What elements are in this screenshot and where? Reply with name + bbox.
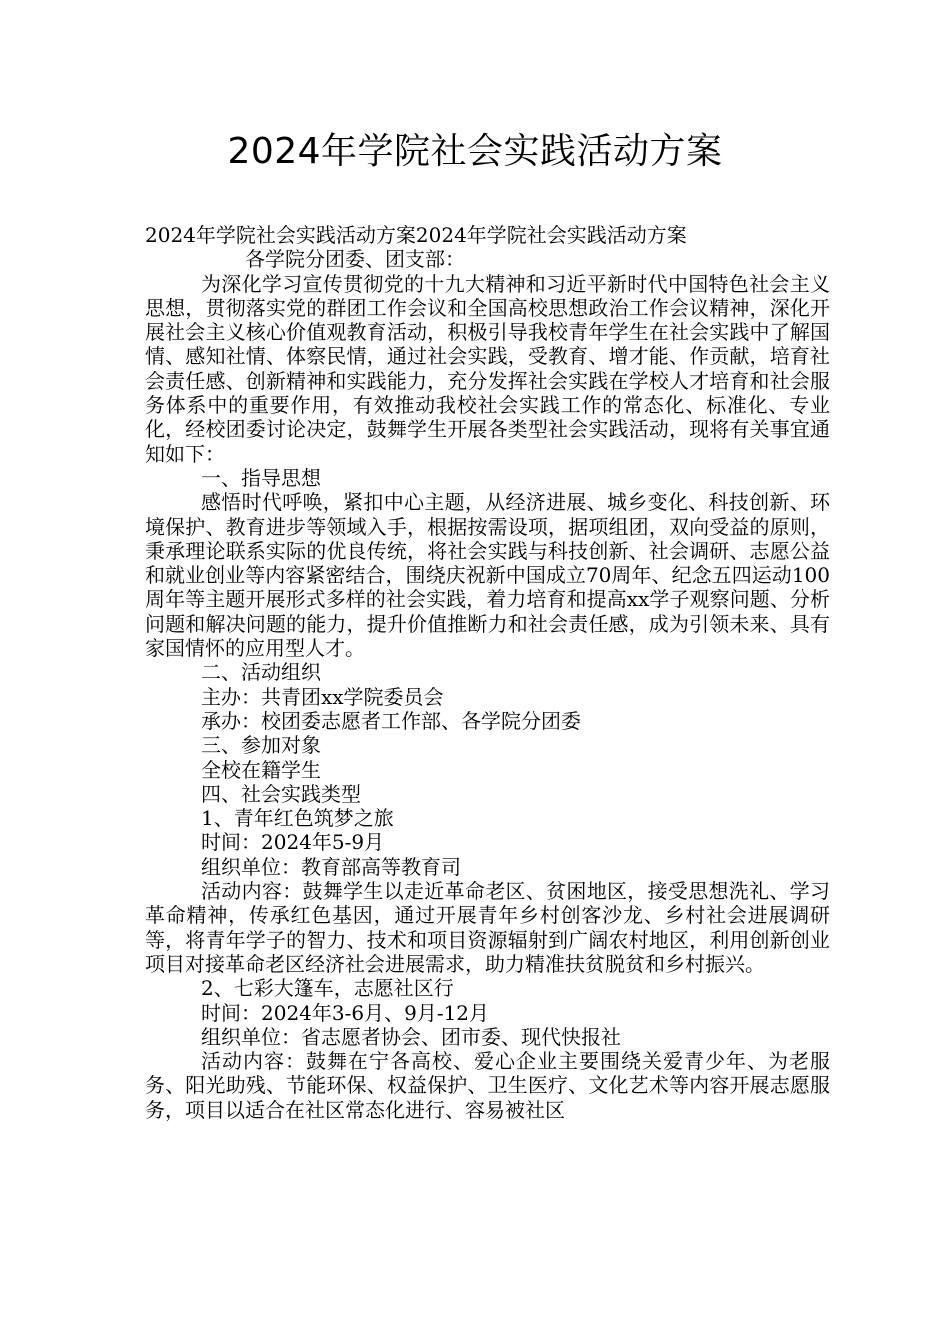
paragraph: 全校在籍学生 xyxy=(201,757,321,782)
paragraph: 2024年学院社会实践活动方案2024年学院社会实践活动方案 xyxy=(145,223,687,247)
paragraph: 为深化学习宣传贯彻党的十九大精神和习近平新时代中国特色社会主义思想，贯彻落实党的群团工作会议和全国高校思想政治工作会议精神，深化开展社会主义核心价值观教育活动，积极引导我校青年学生在社会实践中了解国情、感知社情、体察民情，通过社会实践，受教育、增才能、作贡献，培育社会责任感、创新精神和实践能力，充分发挥社会实践在学校人才培育和社会服务体系中的重要作用，有效推动我校社会实践工作的常态化、标准化、专业化，经校团委讨论决定，鼓舞学生开展各类型社会实践活动，现将有关事宜通知如下： xyxy=(145,271,830,466)
paragraph: 活动内容：鼓舞在宁各高校、爱心企业主要围绕关爱青少年、为老服务、阳光助残、节能环保、权益保护、卫生医疗、文化艺术等内容开展志愿服务，项目以适合在社区常态化进行、容易被社区 xyxy=(145,1049,830,1122)
paragraph: 活动内容：鼓舞学生以走近革命老区、贫困地区，接受思想洗礼、学习革命精神，传承红色基因，通过开展青年乡村创客沙龙、乡村社会进展调研等，将青年学子的智力、技术和项目资源辐射到广阔农村地区，利用创新创业项目对接革命老区经济社会进展需求，助力精准扶贫脱贫和乡村振兴。 xyxy=(145,879,830,976)
document-body xyxy=(145,223,830,1122)
subsection-heading: 1、青年红色筑梦之旅 xyxy=(201,806,394,831)
paragraph: 主办：共青团xx学院委员会 xyxy=(201,684,444,709)
paragraph: 组织单位：省志愿者协会、团市委、现代快报社 xyxy=(201,1024,621,1049)
paragraph: 时间：2024年3-6月、9月-12月 xyxy=(201,1000,490,1025)
section-heading: 三、参加对象 xyxy=(201,733,321,758)
section-heading: 四、社会实践类型 xyxy=(201,781,361,806)
paragraph: 感悟时代呼唤，紧扣中心主题，从经济进展、城乡变化、科技创新、环境保护、教育进步等领域入手，根据按需设项，据项组团，双向受益的原则，秉承理论联系实际的优良传统，将社会实践与科技创新、社会调研、志愿公益和就业创业等内容紧密结合，围绕庆祝新中国成立70周年、纪念五四运动100周年等主题开展形式多样的社会实践，着力培育和提高xx学子观察问题、分析问题和解决问题的能力，提升价值推断力和社会责任感，成为引领未来、具有家国情怀的应用型人才。 xyxy=(145,490,830,661)
salutation: 各学院分团委、团支部： xyxy=(245,247,465,272)
section-heading: 二、活动组织 xyxy=(201,660,321,685)
paragraph: 组织单位：教育部高等教育司 xyxy=(201,854,461,879)
paragraph: 时间：2024年5-9月 xyxy=(201,830,385,855)
section-heading: 一、指导思想 xyxy=(201,465,321,490)
document-title: 2024年学院社会实践活动方案 xyxy=(227,131,723,172)
paragraph: 承办：校团委志愿者工作部、各学院分团委 xyxy=(201,708,581,733)
subsection-heading: 2、七彩大篷车，志愿社区行 xyxy=(201,976,454,1001)
